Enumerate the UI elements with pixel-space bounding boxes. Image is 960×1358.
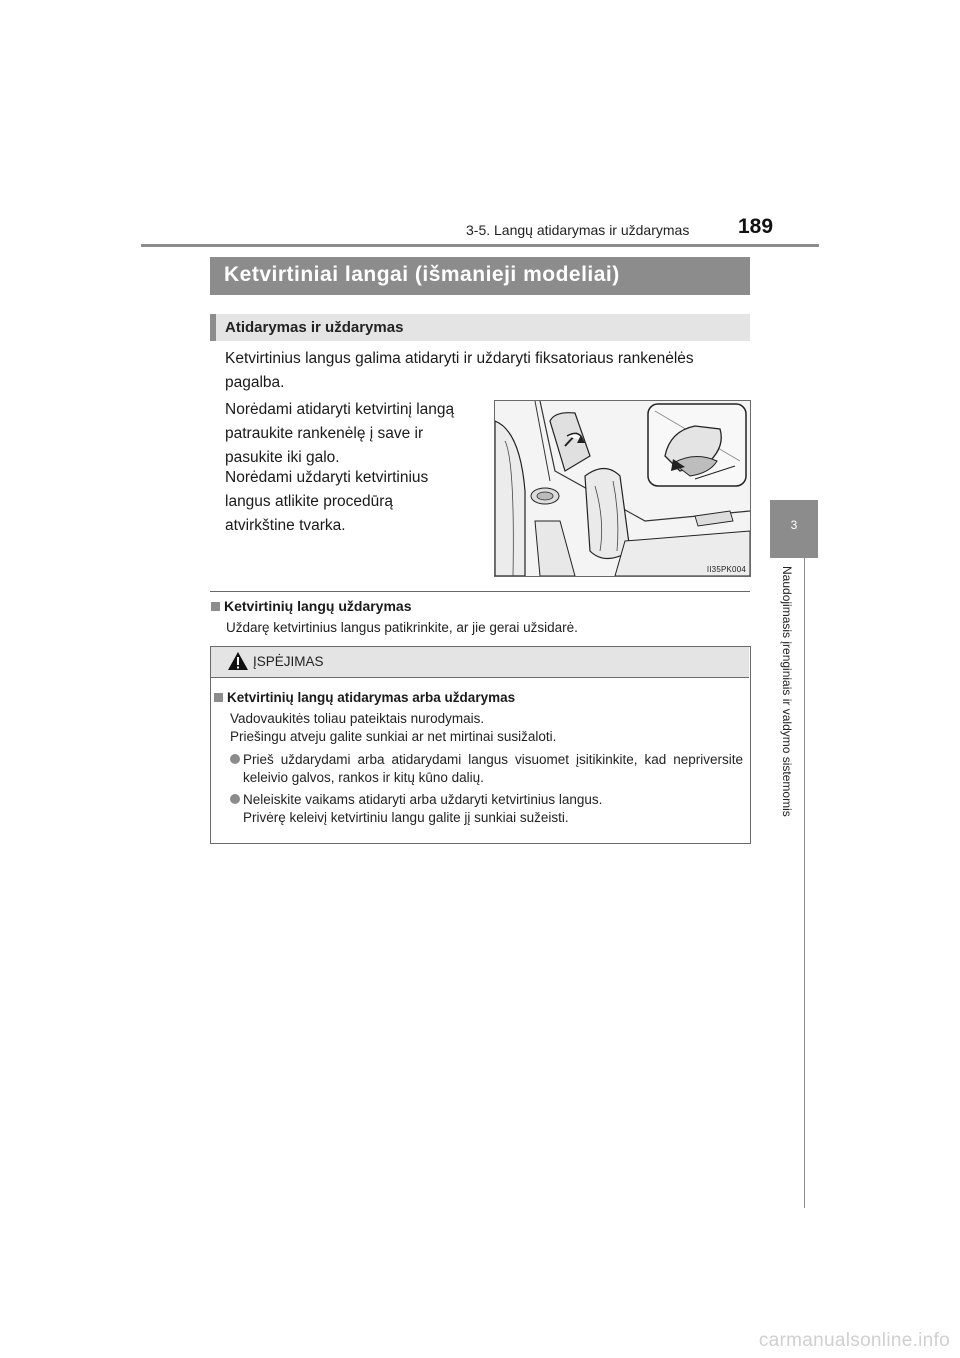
warning-bullet-text	[243, 791, 743, 827]
closing-heading	[211, 598, 411, 614]
open-line: pasukite iki galo.	[225, 449, 340, 466]
running-header-section: 3-5. Langų atidarymas ir uždarymas	[466, 222, 690, 238]
chapter-title-text: Naudojimasis įrenginiais ir valdymo sistemomis	[780, 566, 794, 817]
close-line: atvirkštine tvarka.	[225, 517, 346, 534]
warning-title: ĮSPĖJIMAS	[253, 654, 324, 669]
close-line: langus atlikite procedūrą	[225, 493, 394, 510]
section-title-bar	[210, 257, 750, 295]
open-instructions	[225, 398, 485, 470]
warning-header	[211, 647, 749, 678]
warning-bullet-line: Privėrę keleivį ketvirtiniu langu galite jį sunkiai sužeisti.	[243, 810, 569, 825]
chapter-title-vertical	[780, 566, 804, 876]
warning-bullet-text: Prieš uždarydami arba atidarydami langus visuomet įsitikinkite, kad nepriversite keleivio galvos, rankos ir kitų kūno dalių.	[243, 752, 743, 785]
close-line: Norėdami uždaryti ketvirtinius	[225, 469, 429, 486]
watermark-text: carmanualsonline.info	[758, 1330, 950, 1351]
intro-paragraph	[225, 347, 745, 395]
subheading-bar	[210, 314, 750, 341]
section-title: Ketvirtiniai langai (išmanieji modeliai)	[224, 263, 620, 286]
watermark	[620, 1330, 950, 1354]
closing-heading-text: Ketvirtinių langų uždarymas	[224, 598, 412, 614]
subheading-marker	[210, 314, 216, 341]
warning-heading-text: Ketvirtinių langų atidarymas arba uždarymas	[227, 690, 516, 705]
figure-code: II35PK004	[706, 565, 746, 574]
chapter-number: 3	[790, 518, 798, 532]
open-line: patraukite rankenėlę į save ir	[225, 425, 424, 442]
close-instructions	[225, 466, 485, 538]
warning-line: Vadovaukitės toliau pateiktais nurodymais.	[230, 711, 485, 726]
car-interior-drawing	[495, 401, 750, 576]
intro-line: pagalba.	[225, 374, 285, 391]
square-bullet-icon	[214, 693, 223, 702]
warning-bullet-line: Neleiskite vaikams atidaryti arba uždaryti ketvirtinius langus.	[243, 792, 603, 807]
chapter-rule	[804, 558, 805, 1208]
warning-heading	[214, 690, 515, 705]
warning-bullet	[230, 791, 743, 827]
warning-line: Priešingu atveju galite sunkiai ar net mirtinai susižaloti.	[230, 729, 557, 744]
closing-text: Uždarę ketvirtinius langus patikrinkite, ar jie gerai užsidarė.	[226, 620, 578, 635]
quarter-window-illustration	[494, 400, 751, 577]
section-divider	[210, 591, 750, 592]
circle-bullet-icon	[230, 794, 240, 804]
square-bullet-icon	[211, 602, 220, 611]
open-line: Norėdami atidaryti ketvirtinį langą	[225, 401, 455, 418]
header-rule	[141, 244, 819, 247]
warning-triangle-icon	[227, 651, 249, 671]
subheading: Atidarymas ir uždarymas	[225, 319, 404, 336]
intro-line: Ketvirtinius langus galima atidaryti ir uždaryti fiksatoriaus rankenėlės	[225, 350, 694, 367]
page-number: 189	[738, 215, 774, 238]
warning-bullet	[230, 751, 743, 787]
circle-bullet-icon	[230, 754, 240, 764]
